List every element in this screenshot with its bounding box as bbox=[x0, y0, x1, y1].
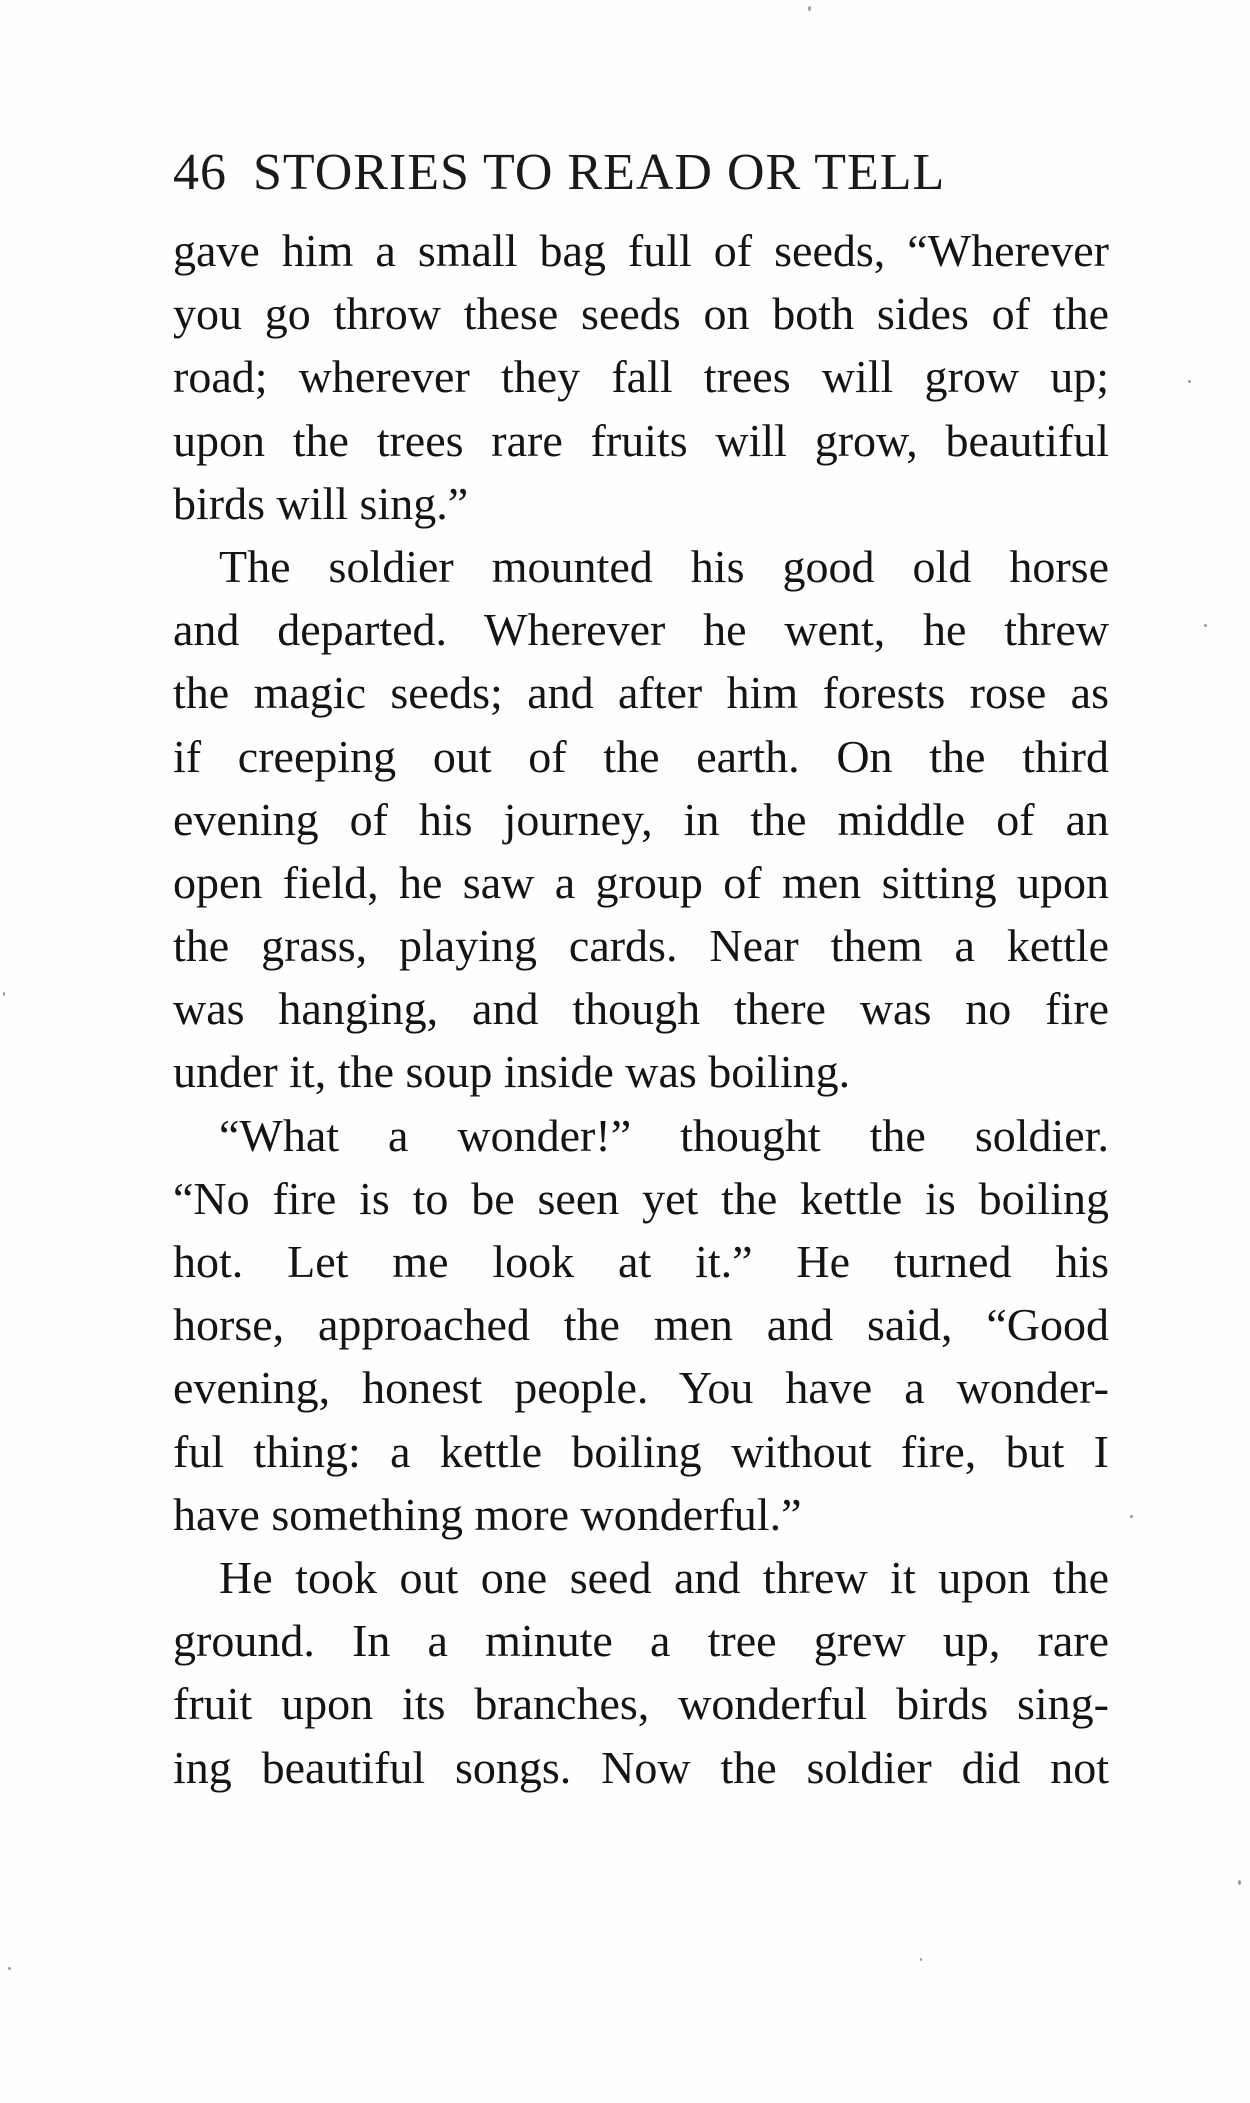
text-line: birds will sing.” bbox=[173, 477, 469, 529]
text-line: have something more wonderful.” bbox=[173, 1488, 802, 1540]
text-line: He took out one seed and threw it upon the bbox=[219, 1551, 1109, 1603]
text-line: gave him a small bag full of seeds, “Wherever bbox=[173, 225, 1109, 276]
text-line: evening, honest people. You have a wonder- bbox=[173, 1362, 1109, 1414]
text-line: horse, approached the men and said, “Good bbox=[173, 1299, 1109, 1351]
scan-speck bbox=[1188, 380, 1191, 383]
text-line: upon the trees rare fruits will grow, beautiful bbox=[173, 414, 1109, 466]
paragraph-4 bbox=[173, 1546, 1109, 1799]
page-number: 46 bbox=[173, 144, 227, 201]
text-line: road; wherever they fall trees will grow up; bbox=[173, 351, 1109, 403]
text-line: The soldier mounted his good old horse bbox=[219, 540, 1109, 592]
text-line: ing beautiful songs. Now the soldier did not bbox=[173, 1741, 1109, 1793]
scan-speck bbox=[1130, 1515, 1133, 1518]
text-line: you go throw these seeds on both sides of the bbox=[173, 288, 1109, 340]
scan-speck bbox=[1238, 1880, 1241, 1885]
paragraph-1 bbox=[173, 219, 1109, 535]
text-line: if creeping out of the earth. On the third bbox=[173, 730, 1109, 782]
text-line: was hanging, and though there was no fire bbox=[173, 983, 1109, 1035]
body-text bbox=[173, 219, 1109, 1799]
text-line: open field, he saw a group of men sitting upon bbox=[173, 856, 1109, 908]
paragraph-2 bbox=[173, 535, 1109, 1104]
book-title: STORIES TO READ OR TELL bbox=[253, 144, 946, 201]
text-line: the magic seeds; and after him forests rose as bbox=[173, 667, 1109, 719]
text-line: and departed. Wherever he went, he threw bbox=[173, 604, 1109, 656]
scan-speck bbox=[3, 992, 5, 996]
text-line: ful thing: a kettle boiling without fire, but I bbox=[173, 1425, 1109, 1477]
paragraph-3 bbox=[173, 1104, 1109, 1546]
text-line: the grass, playing cards. Near them a kettle bbox=[173, 920, 1109, 972]
scan-speck bbox=[920, 1958, 922, 1961]
scan-speck bbox=[1204, 624, 1207, 627]
text-line: ground. In a minute a tree grew up, rare bbox=[173, 1615, 1109, 1667]
text-line: “No fire is to be seen yet the kettle is boiling bbox=[173, 1172, 1109, 1224]
scan-speck bbox=[808, 6, 811, 11]
text-line: under it, the soup inside was boiling. bbox=[173, 1046, 851, 1098]
text-line: evening of his journey, in the middle of an bbox=[173, 793, 1109, 845]
running-head bbox=[173, 140, 1113, 206]
text-line: “What a wonder!” thought the soldier. bbox=[219, 1109, 1109, 1161]
text-line: hot. Let me look at it.” He turned his bbox=[173, 1236, 1109, 1287]
text-line: fruit upon its branches, wonderful birds sing- bbox=[173, 1678, 1109, 1730]
scan-speck bbox=[8, 1967, 11, 1970]
